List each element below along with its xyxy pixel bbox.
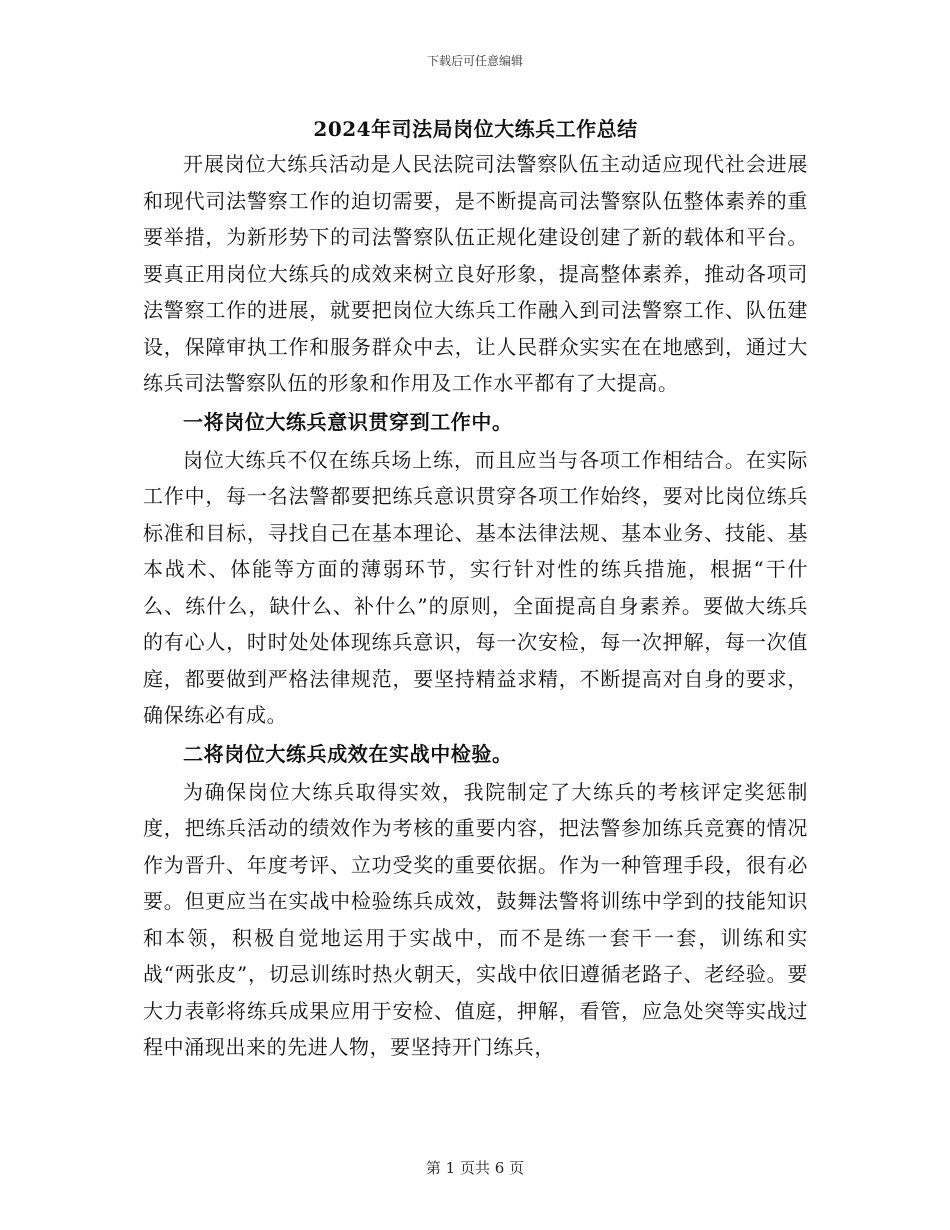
- section-2-paragraph: 为确保岗位大练兵取得实效，我院制定了大练兵的考核评定奖惩制度，把练兵活动的绩效作为考核的重要内容，把法警参加练兵竞赛的情况作为晋升、年度考评、立功受奖的重要依据。作为一种管理手段，很有必要。但更应当在实战中检验练兵成效，鼓舞法警将训练中学到的技能知识和本领，积极自觉地运用于实战中，而不是练一套干一套，训练和实战“两张皮”，切忌训练时热火朝天，实战中依旧遵循老路子、老经验。要大力表彰将练兵成果应用于安检、值庭，押解，看管，应急处突等实战过程中涌现出来的先进人物，要坚持开门练兵，: [143, 779, 808, 1059]
- intro-paragraph: 开展岗位大练兵活动是人民法院司法警察队伍主动适应现代社会进展和现代司法警察工作的迫切需要，是不断提高司法警察队伍整体素养的重要举措，为新形势下的司法警察队伍正规化建设创建了新的载体和平台。要真正用岗位大练兵的成效来树立良好形象，提高整体素养，推动各项司法警察工作的进展，就要把岗位大练兵工作融入到司法警察工作、队伍建设，保障审执工作和服务群众中去，让人民群众实实在在地感到，通过大练兵司法警察队伍的形象和作用及工作水平都有了大提高。: [143, 152, 808, 395]
- document-title: 2024年司法局岗位大练兵工作总结: [313, 117, 638, 141]
- section-1-heading: 一将岗位大练兵意识贯穿到工作中。: [183, 409, 513, 434]
- header-note: 下载后可任意编辑: [426, 54, 523, 68]
- page-number: 第 1 页共 6 页: [425, 1159, 525, 1177]
- section-2-heading: 二将岗位大练兵成效在实战中检验。: [183, 741, 513, 766]
- section-1-paragraph: 岗位大练兵不仅在练兵场上练，而且应当与各项工作相结合。在实际工作中，每一名法警都要把练兵意识贯穿各项工作始终，要对比岗位练兵标准和目标，寻找自己在基本理论、基本法律法规、基本业务、技能、基本战术、体能等方面的薄弱环节，实行针对性的练兵措施，根据“干什么、练什么，缺什么、补什么”的原则，全面提高自身素养。要做大练兵的有心人，时时处处体现练兵意识，每一次安检，每一次押解，每一次值庭，都要做到严格法律规范，要坚持精益求精，不断提高对自身的要求，确保练必有成。: [143, 447, 808, 727]
- document-body: [143, 112, 808, 1066]
